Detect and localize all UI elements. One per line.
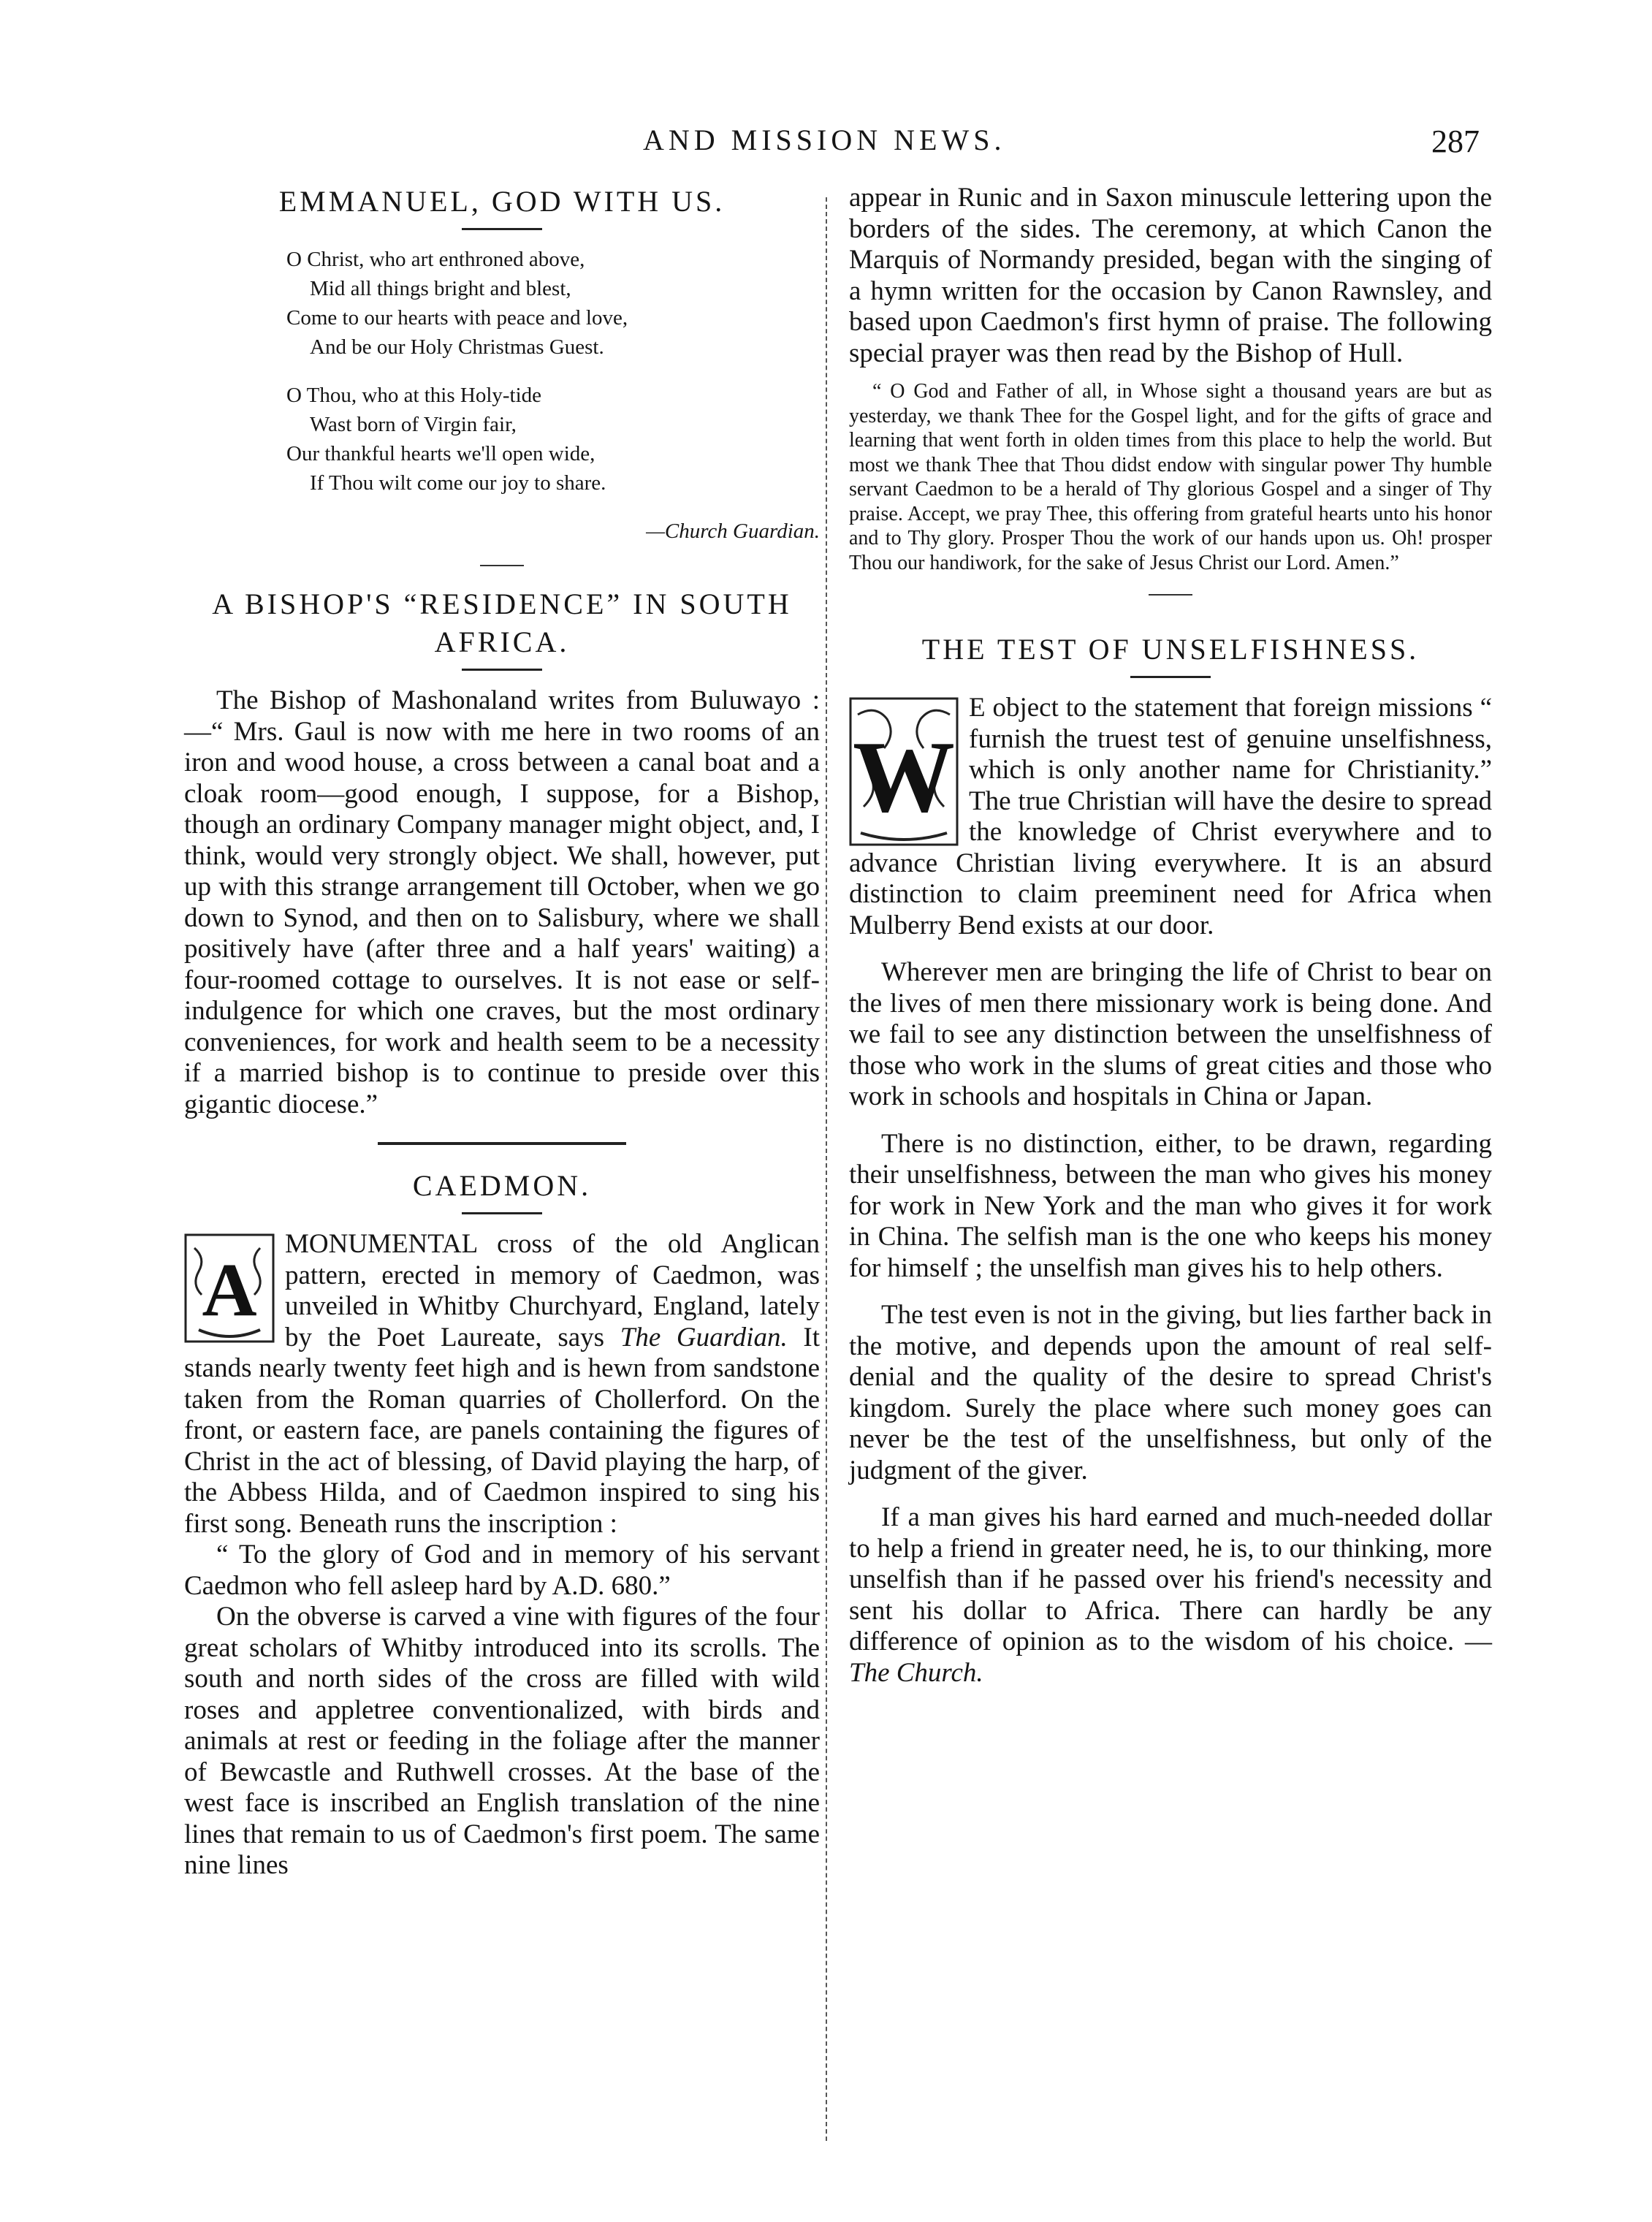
unselfishness-paragraph-4: The test even is not in the giving, but lies farther back in the motive, and depends upon the amount of real self-denial and the quality of the desire to spread Christ's kingdom. Surely the place where such money goes can never be the test of the unselfishness, but only of the judgment of the giver. [849, 1300, 1492, 1485]
poem-title: EMMANUEL, GOD WITH US. [278, 185, 726, 218]
section-rule [378, 1142, 626, 1145]
title-rule [462, 669, 542, 671]
poem-line: Come to our hearts with peace and love, [286, 306, 628, 330]
poem-line: Wast born of Virgin fair, [310, 413, 517, 436]
caedmon-continued: appear in Runic and in Saxon minuscule lettering upon the borders of the sides. The ceremony, at which Canon the Marquis of Normandy presided, began with the singing of a hymn written for the occasion by Canon Rawnsley, and based upon Caedmon's first hymn of praise. The following special prayer was then read by the Bishop of Hull. [849, 183, 1492, 368]
running-head [0, 123, 1652, 167]
poem-stanza-1 [286, 245, 820, 362]
caedmon-prayer: “ O God and Father of all, in Whose sight a thousand years are but as yesterday, we thank Thee for the Gospel light, and for the gifts of grace and learning that went forth in olden times from this place to help the world. But most we thank Thee that Thou didst endow with singular power Thy humble servant Caedmon to be a herald of Thy glorious Gospel and a singer of Thy praise. Accept, we pray Thee, this offering from grateful hearts unto his honor and to Thy glory. Prosper Thou the work of our hands upon us. Oh! prosper Thou our handiwork, for the sake of Jesus Christ our Lord. Amen.” [849, 380, 1492, 574]
unselfishness-paragraph-5 [849, 1502, 1492, 1689]
unselfishness-title: THE TEST OF UNSELFISHNESS. [921, 633, 1420, 666]
spacer [849, 941, 1492, 957]
title-rule [462, 1212, 542, 1214]
unselfishness-text: If a man gives his hard earned and much-needed dollar to help a friend in greater need, he is, to our thinking, more unselfish than if he passed over his friend's necessity and sent his dollar to Africa. There can hardly be any difference of opinion as to the wisdom of his choice. [849, 1502, 1492, 1656]
left-column [184, 183, 820, 1882]
poem-line: If Thou wilt come our joy to share. [310, 471, 606, 495]
attribution-dash: — [1454, 1626, 1492, 1656]
poem-line: Our thankful hearts we'll open wide, [286, 442, 595, 465]
poem-line: Mid all things bright and blest, [310, 277, 571, 300]
caedmon-text: It stands nearly twenty feet high and is hewn from sandstone taken from the Roman quarries of Chollerford. On the front, or eastern face, are panels containing the figures of Christ in the act of blessing, of David playing the harp, of the Abbess Hilda, and of Caedmon inspired to sing his first song. Beneath runs the inscription : [184, 1322, 821, 1539]
bishop-paragraph: The Bishop of Mashonaland writes from Buluwayo :—“ Mrs. Gaul is now with me here in two rooms of an iron and wood house, a cross between a canal boat and a cloak room—good enough, I suppose, for a Bishop, though an ordinary Company manager might object, and, I think, would very strongly object. We shall, however, put up with this strange arrangement till October, when we go down to Synod, and then on to Salisbury, where we shall positively have (after three and a half years' waiting) a four-roomed cottage to ourselves. It is not ease or self-indulgence for which one craves, but the most ordinary conveniences, for work and health seem to be a necessity if a married bishop is to continue to preside over this gigantic diocese.” [184, 685, 820, 1119]
title-rule [1130, 676, 1211, 678]
spacer [849, 615, 1492, 631]
caedmon-paragraph-2: On the obverse is carved a vine with figures of the four great scholars of Whitby introduced into its scrolls. The south and north sides of the cross are filled with wild roses and appletree conventionalized, with birds and animals at rest or feeding in the foliage after the manner of Bewcastle and Ruthwell crosses. At the base of the west face is inscribed an English translation of the nine lines that remain to us of Caedmon's first poem. The same nine lines [184, 1602, 820, 1880]
caedmon-text: cross of the old Anglican pattern, erected in memory of Caedmon, was unveiled in Whitby Churchyard, England, lately by the Poet Laureate, says [285, 1229, 820, 1352]
poem-attribution: —Church Guardian. [646, 520, 820, 543]
running-title: AND MISSION NEWS. [643, 123, 1006, 156]
caedmon-lead-caps: MONUMENTAL [285, 1229, 477, 1259]
dropcap-letter: A [202, 1248, 257, 1332]
dropcap-letter: W [853, 720, 955, 834]
bishop-title: A BISHOP'S “RESIDENCE” IN SOUTH AFRICA. [212, 587, 792, 658]
ornamental-initial-icon [184, 1233, 275, 1343]
caedmon-title: CAEDMON. [412, 1169, 592, 1202]
right-column [849, 183, 1492, 1689]
poem [286, 245, 820, 546]
ornamental-initial-icon [849, 697, 959, 846]
spacer [849, 1113, 1492, 1129]
column-divider [826, 197, 827, 2141]
section-rule [1149, 594, 1192, 596]
page-number: 287 [1431, 123, 1480, 159]
poem-line: O Christ, who art enthroned above, [286, 248, 585, 271]
unselfishness-paragraph-2: Wherever men are bringing the life of Christ to bear on the lives of men there missionary work is being done. And we fail to see any distinction between the unselfishness of those who work in the slums of great cities and those who work in schools and hospitals in China or Japan. [849, 957, 1492, 1111]
caedmon-paragraph-1 [184, 1229, 820, 1540]
section-rule [480, 565, 524, 566]
spacer [849, 1486, 1492, 1502]
unselfishness-paragraph-1 [849, 693, 1492, 941]
unselfishness-attribution: The Church. [849, 1657, 983, 1688]
poem-line: O Thou, who at this Holy-tide [286, 384, 542, 407]
caedmon-source: The Guardian. [620, 1322, 788, 1352]
poem-stanza-2 [286, 381, 820, 498]
unselfishness-paragraph-3: There is no distinction, either, to be drawn, regarding their unselfishness, between the man who gives his money for work in New York and the man who gives it for work in China. The selfish man is the one who keeps his money for himself ; the unselfish man gives his to help others. [849, 1128, 1492, 1283]
unselfishness-text: E object to the statement that foreign missions “ furnish the truest test of genuine unselfishness, which is only another name for Christianity.” The true Christian will have the desire to spread the knowledge of Christ everywhere and to advance Christian living everywhere. It is an absurd distinction to claim preeminent need for Africa when Mulberry Bend exists at our door. [849, 693, 1492, 940]
caedmon-inscription: “ To the glory of God and in memory of his servant Caedmon who fell asleep hard by A.D. 680.” [184, 1540, 820, 1601]
title-rule [462, 228, 542, 230]
spacer [849, 1284, 1492, 1300]
poem-line: And be our Holy Christmas Guest. [310, 335, 604, 359]
